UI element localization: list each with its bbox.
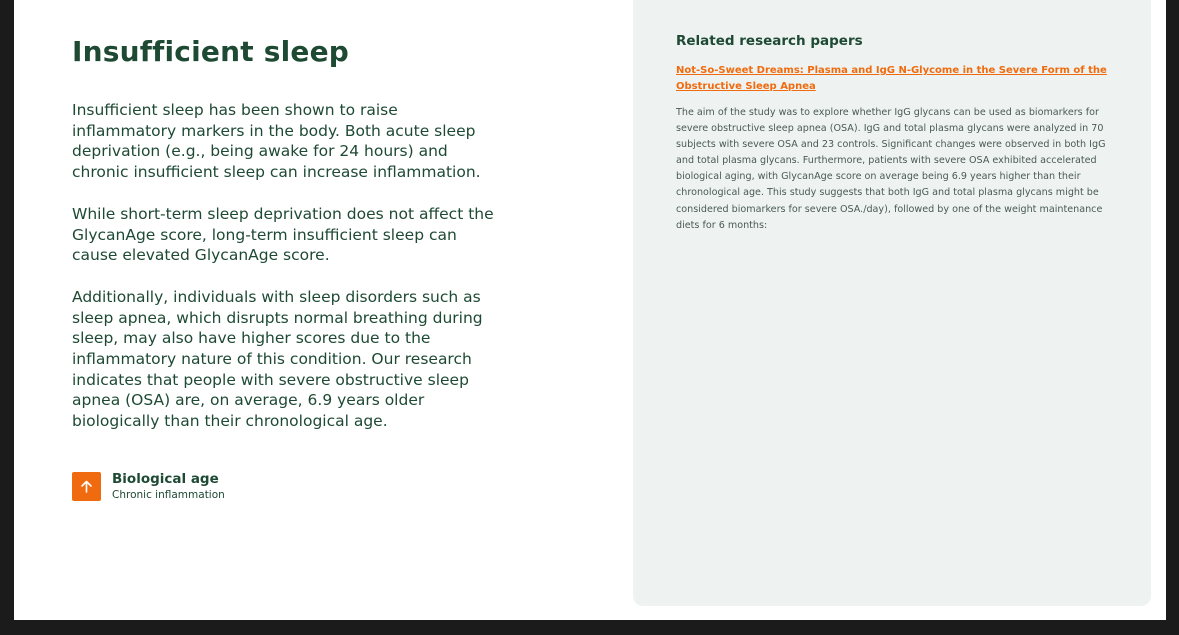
- paper-title-link[interactable]: Not-So-Sweet Dreams: Plasma and IgG N-Glycome in the Severe Form of the Obstructive Sleep Apnea: [676, 65, 1107, 92]
- main-section: [72, 34, 502, 453]
- indicator-title: Biological age: [112, 471, 219, 487]
- paragraph: Additionally, individuals with sleep disorders such as sleep apnea, which disrupts normal breathing during sleep, may also have higher scores due to the inflammatory nature of this condition. Our research indicates that people with severe obstructive sleep apnea (OSA) are, on average, 6.9 years older biologically than their chronological age.: [72, 287, 483, 431]
- paper-abstract: The aim of the study was to explore whether IgG glycans can be used as biomarkers for severe obstructive sleep apnea (OSA). IgG and total plasma glycans were analyzed in 70 subjects with severe OSA and 23 controls. Significant changes were observed in both IgG and total plasma glycans. Furthermore, patients with severe OSA exhibited accelerated biological aging, with GlycanAge score on average being 6.9 years higher than their chronological age. This study suggests that both IgG and total plasma glycans might be considered biomarkers for severe OSA./day), followed by one of the weight maintenance diets for 6 months:: [676, 107, 1106, 231]
- paragraph: While short-term sleep deprivation does not affect the GlycanAge score, long-term insufficient sleep can cause elevated GlycanAge score.: [72, 204, 494, 265]
- arrow-up-icon: [72, 472, 101, 501]
- biological-age-indicator: [72, 471, 225, 502]
- page-title: Insufficient sleep: [72, 35, 350, 68]
- related-research-content: [676, 32, 1112, 234]
- paragraph: Insufficient sleep has been shown to raise inflammatory markers in the body. Both acute sleep deprivation (e.g., being awake for 24 hours) and chronic insufficient sleep can increase inflammation.: [72, 101, 481, 182]
- indicator-text: [112, 471, 225, 502]
- content-page: [14, 0, 1166, 620]
- indicator-subtitle: Chronic inflammation: [112, 489, 225, 501]
- related-research-heading: Related research papers: [676, 33, 863, 49]
- body-text: [72, 100, 502, 432]
- related-research-panel: [633, 0, 1151, 606]
